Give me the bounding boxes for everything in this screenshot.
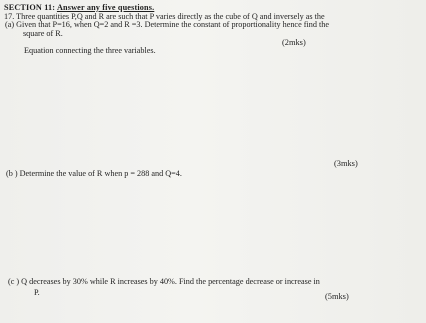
part-b-question: (b ) Determine the value of R when p = 288 and Q=4. [6,169,182,178]
question-17-line-1: 17. Three quantities P,Q and R are such that P varies directly as the cube of Q and inversely as the [4,12,325,21]
section-heading [4,4,154,12]
part-a-line-1: (a) Given that P=16, when Q=2 and R =3. Determine the constant of proportionality hence find the [5,20,329,29]
question-17-line-2: square of R. [23,29,63,38]
part-c-line-2: P. [34,288,40,297]
section-title: Answer any five questions. [56,3,155,12]
section-prefix: SECTION 11: [4,3,57,12]
part-a-line-2: Equation connecting the three variables. [24,46,156,55]
part-a-marks: (2mks) [282,38,306,47]
part-b-marks: (3mks) [334,159,358,168]
part-c-line-1: (c ) Q decreases by 30% while R increases by 40%. Find the percentage decrease or increase in [8,277,320,286]
part-c-marks: (5mks) [325,292,349,301]
